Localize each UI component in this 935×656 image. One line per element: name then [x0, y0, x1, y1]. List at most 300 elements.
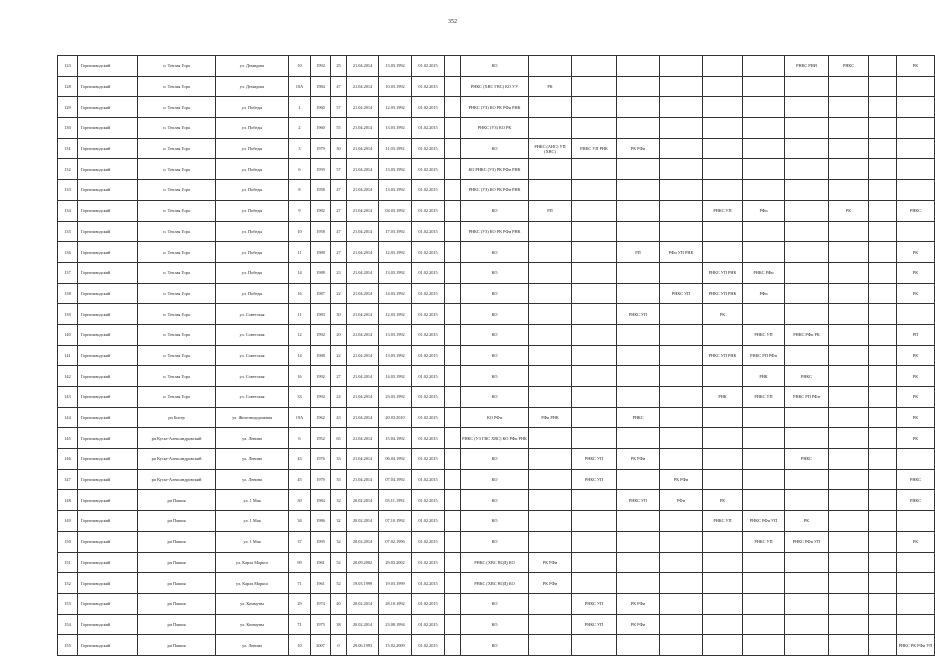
cell-works2: РНКС УП: [572, 593, 617, 614]
cell-works4: [660, 345, 703, 366]
cell-no: 133: [58, 180, 78, 201]
cell-year: 43: [331, 407, 347, 428]
cell-street: ул. Победы: [216, 283, 289, 304]
cell-works8: [829, 324, 869, 345]
cell-blank: РНКС (УЗ) КО РК РФи РНК: [461, 180, 529, 201]
table-row: [58, 428, 935, 449]
cell-building: 2007: [311, 635, 331, 656]
cell-no: 137: [58, 262, 78, 283]
table-row: [58, 366, 935, 387]
cell-building: 1961: [311, 552, 331, 573]
cell-service_life: 21.04.2014: [347, 159, 379, 180]
cell-works5: [703, 573, 743, 594]
cell-service_life: 29.06.1993: [347, 635, 379, 656]
cell-works6: [743, 159, 785, 180]
cell-works1: [529, 56, 572, 77]
cell-service_life: 20.02.2014: [347, 593, 379, 614]
table-row: [58, 324, 935, 345]
cell-street: ул. Победы: [216, 97, 289, 118]
cell-building: 1992: [311, 56, 331, 77]
cell-works3: РНКС: [617, 407, 660, 428]
cell-works9: [869, 552, 897, 573]
cell-works6: [743, 138, 785, 159]
cell-house: 2: [289, 118, 311, 139]
cell-works5: [703, 531, 743, 552]
cell-date1: 12.03.1992: [379, 97, 412, 118]
cell-date3: [445, 428, 461, 449]
cell-date2: 01.02.2015: [412, 387, 445, 408]
cell-district: Горнозаводский: [78, 531, 138, 552]
table-row: [58, 118, 935, 139]
cell-street: ул. 1 Мая: [216, 531, 289, 552]
cell-date2: 01.02.2015: [412, 283, 445, 304]
cell-works5: [703, 180, 743, 201]
cell-works9: [869, 180, 897, 201]
cell-year: 57: [331, 159, 347, 180]
cell-building: 1960: [311, 118, 331, 139]
cell-works7: РНКС РФи РК: [785, 324, 829, 345]
cell-street: ул. 1 Мая: [216, 490, 289, 511]
cell-works5: [703, 97, 743, 118]
cell-works10: РНКС: [897, 490, 935, 511]
cell-works7: РК: [785, 511, 829, 532]
cell-blank: КО: [461, 138, 529, 159]
cell-works4: [660, 304, 703, 325]
cell-district: Горнозаводский: [78, 635, 138, 656]
cell-house: 8: [289, 180, 311, 201]
cell-works8: [829, 118, 869, 139]
cell-date2: 01.02.2015: [412, 573, 445, 594]
cell-works8: [829, 138, 869, 159]
cell-works5: [703, 449, 743, 470]
cell-works7: [785, 159, 829, 180]
cell-no: 147: [58, 469, 78, 490]
cell-works7: [785, 221, 829, 242]
cell-works10: РП: [897, 324, 935, 345]
cell-works3: [617, 262, 660, 283]
cell-works4: [660, 180, 703, 201]
cell-date2: 01.02.2015: [412, 490, 445, 511]
cell-works2: [572, 531, 617, 552]
cell-date2: 01.02.2015: [412, 76, 445, 97]
cell-works9: [869, 387, 897, 408]
cell-date3: [445, 304, 461, 325]
cell-building: 1988: [311, 242, 331, 263]
cell-works10: [897, 573, 935, 594]
cell-works1: [529, 449, 572, 470]
cell-works1: РП: [529, 200, 572, 221]
cell-works3: [617, 97, 660, 118]
cell-street: ул. Советская: [216, 387, 289, 408]
cell-house: 71: [289, 573, 311, 594]
cell-works10: РК: [897, 531, 935, 552]
cell-works2: [572, 635, 617, 656]
cell-works8: [829, 283, 869, 304]
cell-service_life: 21.04.2014: [347, 56, 379, 77]
cell-works4: [660, 573, 703, 594]
cell-no: 140: [58, 324, 78, 345]
cell-works7: [785, 76, 829, 97]
cell-works8: [829, 552, 869, 573]
cell-street: ул. Железнодорожная: [216, 407, 289, 428]
cell-district: Горнозаводский: [78, 118, 138, 139]
cell-works1: [529, 531, 572, 552]
cell-works1: [529, 283, 572, 304]
cell-works6: [743, 56, 785, 77]
cell-settlement: рп Пашия: [138, 593, 216, 614]
cell-works1: [529, 242, 572, 263]
cell-settlement: п. Теплая Гора: [138, 118, 216, 139]
cell-no: 148: [58, 490, 78, 511]
cell-works6: РНКС РФи: [743, 262, 785, 283]
cell-year: 33: [331, 449, 347, 470]
cell-works4: [660, 428, 703, 449]
cell-works2: [572, 76, 617, 97]
cell-works10: РК: [897, 262, 935, 283]
cell-date3: [445, 593, 461, 614]
cell-works2: [572, 200, 617, 221]
cell-works6: [743, 76, 785, 97]
cell-works5: [703, 242, 743, 263]
cell-date3: [445, 159, 461, 180]
cell-works7: [785, 180, 829, 201]
cell-street: ул. Коммуны: [216, 593, 289, 614]
cell-service_life: 21.04.2014: [347, 304, 379, 325]
cell-no: 129: [58, 97, 78, 118]
cell-date2: 01.02.2015: [412, 56, 445, 77]
cell-year: 38: [331, 614, 347, 635]
cell-works5: [703, 366, 743, 387]
table-row: [58, 552, 935, 573]
cell-date3: [445, 180, 461, 201]
cell-works9: [869, 200, 897, 221]
cell-date3: [445, 531, 461, 552]
cell-date3: [445, 97, 461, 118]
cell-works8: [829, 490, 869, 511]
cell-works9: [869, 56, 897, 77]
cell-no: 138: [58, 283, 78, 304]
cell-date2: 01.02.2015: [412, 635, 445, 656]
cell-works7: [785, 242, 829, 263]
cell-district: Горнозаводский: [78, 242, 138, 263]
cell-works3: РНКС УП: [617, 304, 660, 325]
cell-works2: [572, 324, 617, 345]
cell-works9: [869, 635, 897, 656]
cell-works10: [897, 593, 935, 614]
cell-house: 29: [289, 593, 311, 614]
cell-district: Горнозаводский: [78, 97, 138, 118]
cell-works8: [829, 221, 869, 242]
cell-works1: [529, 180, 572, 201]
cell-works1: [529, 387, 572, 408]
cell-works8: [829, 304, 869, 325]
cell-building: 1958: [311, 180, 331, 201]
cell-street: ул. Карла Маркса: [216, 552, 289, 573]
cell-works10: РНКС: [897, 469, 935, 490]
cell-date2: 01.02.2015: [412, 138, 445, 159]
cell-works5: [703, 324, 743, 345]
cell-service_life: 21.04.2014: [347, 200, 379, 221]
cell-house: 69: [289, 552, 311, 573]
table-row: [58, 449, 935, 470]
cell-service_life: 21.04.2014: [347, 428, 379, 449]
cell-street: ул. Ленина: [216, 428, 289, 449]
cell-works1: [529, 304, 572, 325]
cell-date3: [445, 552, 461, 573]
cell-district: Горнозаводский: [78, 428, 138, 449]
cell-district: Горнозаводский: [78, 449, 138, 470]
cell-blank: РНКС (УЗ) КО РК РФи РНК: [461, 221, 529, 242]
cell-works10: РК: [897, 283, 935, 304]
cell-works6: [743, 573, 785, 594]
cell-works10: РК: [897, 242, 935, 263]
cell-date2: 01.02.2015: [412, 469, 445, 490]
cell-works1: РК РФи: [529, 552, 572, 573]
cell-works1: РК: [529, 76, 572, 97]
cell-works5: [703, 221, 743, 242]
cell-settlement: п. Теплая Гора: [138, 76, 216, 97]
cell-works10: РНКС: [897, 200, 935, 221]
cell-service_life: 20.02.2014: [347, 511, 379, 532]
cell-service_life: 21.04.2014: [347, 138, 379, 159]
cell-works4: [660, 159, 703, 180]
cell-date1: 13.03.1992: [379, 324, 412, 345]
cell-works3: РК РФи: [617, 138, 660, 159]
cell-works5: [703, 428, 743, 449]
cell-service_life: 21.04.2014: [347, 76, 379, 97]
cell-works10: [897, 180, 935, 201]
cell-works1: [529, 221, 572, 242]
cell-works9: [869, 221, 897, 242]
cell-service_life: 21.04.2014: [347, 180, 379, 201]
cell-date3: [445, 366, 461, 387]
cell-district: Горнозаводский: [78, 159, 138, 180]
cell-works6: [743, 97, 785, 118]
cell-works4: [660, 76, 703, 97]
cell-building: 1962: [311, 407, 331, 428]
table-row: [58, 159, 935, 180]
table-row: [58, 180, 935, 201]
cell-no: 143: [58, 387, 78, 408]
cell-street: ул. Победы: [216, 118, 289, 139]
cell-works1: РФи РНК: [529, 407, 572, 428]
cell-settlement: рп Пашия: [138, 531, 216, 552]
cell-district: Горнозаводский: [78, 366, 138, 387]
cell-street: ул. Демидова: [216, 56, 289, 77]
cell-works6: [743, 635, 785, 656]
cell-district: Горнозаводский: [78, 56, 138, 77]
cell-works5: [703, 635, 743, 656]
cell-works4: [660, 387, 703, 408]
cell-works1: [529, 428, 572, 449]
cell-settlement: рп Пашия: [138, 490, 216, 511]
cell-works3: [617, 635, 660, 656]
cell-works10: РК: [897, 407, 935, 428]
cell-date2: 01.02.2015: [412, 97, 445, 118]
cell-date3: [445, 242, 461, 263]
cell-service_life: 19.03.1999: [347, 573, 379, 594]
cell-works5: РНКС УП РНК: [703, 283, 743, 304]
cell-date1: 07.02.1996: [379, 531, 412, 552]
cell-house: 11: [289, 242, 311, 263]
cell-works9: [869, 573, 897, 594]
cell-settlement: п. Теплая Гора: [138, 56, 216, 77]
cell-date3: [445, 283, 461, 304]
cell-blank: КО: [461, 531, 529, 552]
cell-blank: КО: [461, 614, 529, 635]
cell-works3: [617, 469, 660, 490]
cell-street: ул. Советская: [216, 366, 289, 387]
cell-works10: [897, 614, 935, 635]
cell-works7: [785, 573, 829, 594]
cell-district: Горнозаводский: [78, 345, 138, 366]
cell-settlement: рп Кусье-Александровский: [138, 469, 216, 490]
cell-works6: [743, 242, 785, 263]
cell-works4: [660, 56, 703, 77]
cell-year: 47: [331, 180, 347, 201]
cell-date3: [445, 138, 461, 159]
cell-blank: КО: [461, 345, 529, 366]
cell-blank: КО: [461, 56, 529, 77]
cell-year: 22: [331, 283, 347, 304]
cell-works2: РНКС УП РНК: [572, 138, 617, 159]
cell-date1: 10.03.1992: [379, 76, 412, 97]
cell-works10: [897, 159, 935, 180]
cell-date1: 15.02.2009: [379, 635, 412, 656]
cell-works10: [897, 76, 935, 97]
cell-street: ул. Карла Маркса: [216, 573, 289, 594]
cell-date2: 01.02.2015: [412, 449, 445, 470]
cell-works3: [617, 511, 660, 532]
cell-blank: КО: [461, 200, 529, 221]
cell-works8: [829, 469, 869, 490]
cell-works3: [617, 283, 660, 304]
cell-settlement: п. Теплая Гора: [138, 180, 216, 201]
cell-no: 150: [58, 531, 78, 552]
cell-works3: РП: [617, 242, 660, 263]
cell-building: 1959: [311, 159, 331, 180]
cell-house: 11: [289, 304, 311, 325]
cell-works9: [869, 304, 897, 325]
cell-works2: РНКС УП: [572, 469, 617, 490]
cell-blank: КО: [461, 449, 529, 470]
cell-works6: [743, 614, 785, 635]
cell-works4: РФи УП РНК: [660, 242, 703, 263]
cell-district: Горнозаводский: [78, 304, 138, 325]
page-number: 352: [448, 19, 457, 25]
cell-works2: [572, 97, 617, 118]
table-row: [58, 200, 935, 221]
cell-district: Горнозаводский: [78, 469, 138, 490]
cell-no: 152: [58, 573, 78, 594]
cell-service_life: 21.04.2014: [347, 407, 379, 428]
cell-building: 1984: [311, 76, 331, 97]
cell-year: 65: [331, 428, 347, 449]
table-row: [58, 56, 935, 77]
cell-street: ул. Победы: [216, 180, 289, 201]
cell-works9: [869, 593, 897, 614]
cell-date3: [445, 469, 461, 490]
cell-date3: [445, 387, 461, 408]
cell-service_life: 21.04.2014: [347, 262, 379, 283]
cell-service_life: 21.04.2014: [347, 449, 379, 470]
cell-house: 33: [289, 387, 311, 408]
cell-date3: [445, 449, 461, 470]
cell-service_life: 21.04.2014: [347, 469, 379, 490]
cell-works7: [785, 469, 829, 490]
cell-works8: [829, 573, 869, 594]
cell-works6: [743, 552, 785, 573]
cell-year: 24: [331, 387, 347, 408]
cell-date3: [445, 262, 461, 283]
cell-works7: РНКС РФи УП: [785, 531, 829, 552]
cell-works10: РК: [897, 387, 935, 408]
cell-service_life: 21.04.2014: [347, 242, 379, 263]
cell-works9: [869, 118, 897, 139]
cell-year: 32: [331, 490, 347, 511]
cell-works3: [617, 221, 660, 242]
table-row: [58, 242, 935, 263]
cell-works2: [572, 262, 617, 283]
cell-district: Горнозаводский: [78, 573, 138, 594]
cell-district: Горнозаводский: [78, 593, 138, 614]
cell-works6: РФи: [743, 283, 785, 304]
cell-year: 57: [331, 97, 347, 118]
cell-works2: [572, 573, 617, 594]
cell-date3: [445, 200, 461, 221]
cell-works9: [869, 407, 897, 428]
cell-works2: [572, 511, 617, 532]
cell-works7: [785, 490, 829, 511]
cell-date3: [445, 56, 461, 77]
table-row: [58, 593, 935, 614]
cell-year: 25: [331, 56, 347, 77]
cell-blank: КО: [461, 593, 529, 614]
cell-works4: [660, 635, 703, 656]
cell-works2: [572, 283, 617, 304]
table-body: [58, 56, 935, 656]
cell-works8: [829, 593, 869, 614]
cell-house: 34: [289, 511, 311, 532]
cell-house: 10: [289, 56, 311, 77]
cell-works3: [617, 180, 660, 201]
cell-blank: КО: [461, 387, 529, 408]
cell-works4: [660, 511, 703, 532]
cell-works10: [897, 118, 935, 139]
cell-street: ул. Победы: [216, 159, 289, 180]
cell-street: ул. Победы: [216, 262, 289, 283]
cell-works8: [829, 511, 869, 532]
cell-service_life: 21.04.2014: [347, 324, 379, 345]
cell-works9: [869, 449, 897, 470]
cell-works2: РНКС УП: [572, 614, 617, 635]
cell-works3: [617, 428, 660, 449]
cell-no: 123: [58, 56, 78, 77]
cell-house: 10А: [289, 76, 311, 97]
cell-works10: РК: [897, 345, 935, 366]
cell-blank: КО: [461, 469, 529, 490]
cell-works5: [703, 159, 743, 180]
cell-building: 1961: [311, 573, 331, 594]
cell-works2: [572, 242, 617, 263]
cell-works8: [829, 614, 869, 635]
cell-date2: 01.02.2015: [412, 614, 445, 635]
cell-house: 10: [289, 635, 311, 656]
cell-year: 52: [331, 573, 347, 594]
cell-date2: 01.02.2015: [412, 407, 445, 428]
cell-works3: [617, 324, 660, 345]
cell-settlement: п. Теплая Гора: [138, 345, 216, 366]
